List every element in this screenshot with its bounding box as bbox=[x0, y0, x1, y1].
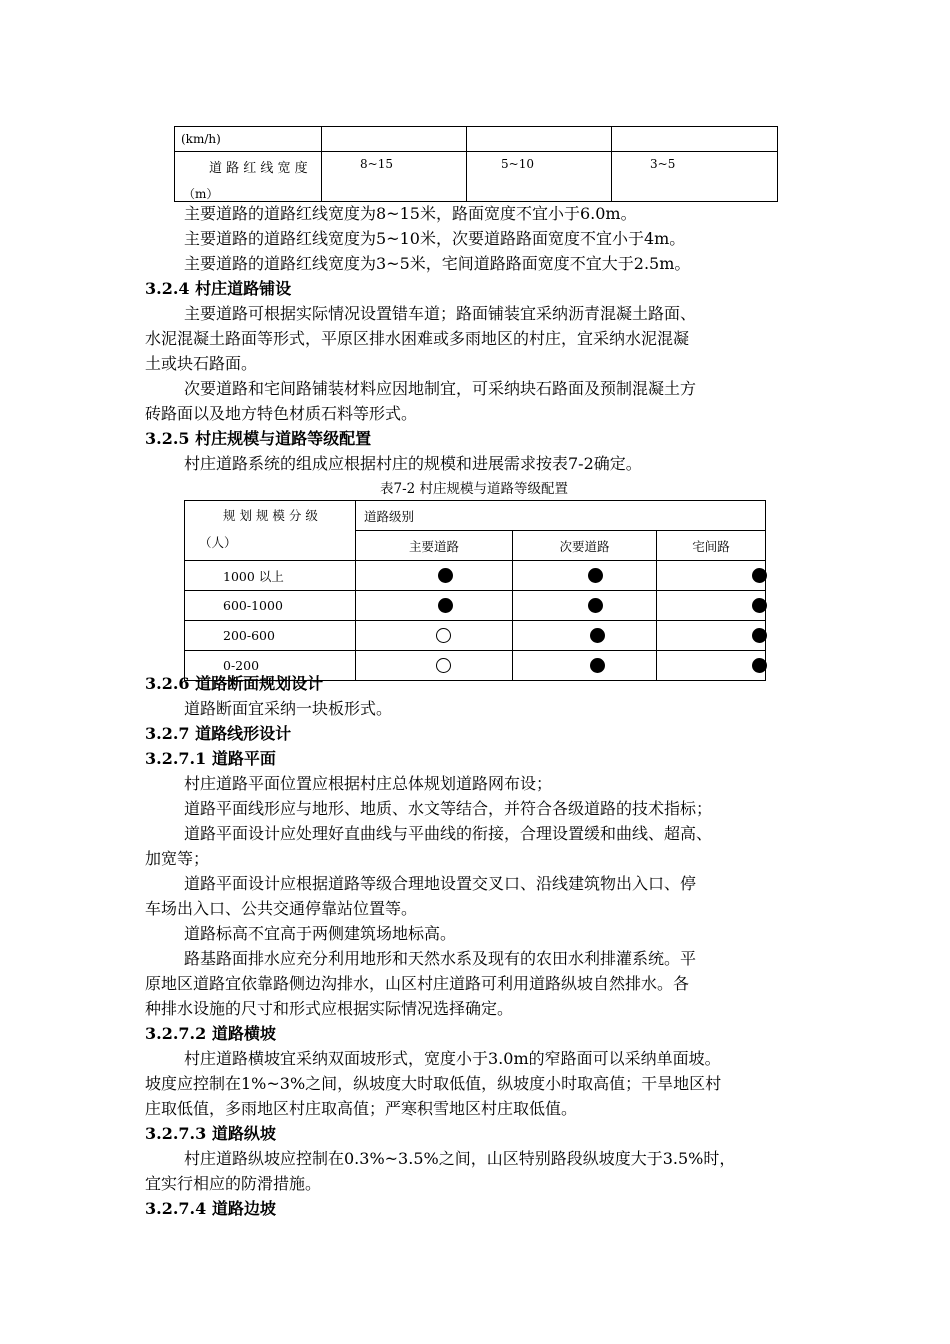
section-heading-3-2-7-4: 3.2.7.4 道路边坡 bbox=[145, 1199, 276, 1218]
table-cell bbox=[356, 621, 513, 651]
column-header-house-road: 宅间路 bbox=[692, 538, 730, 554]
scale-grade-table bbox=[184, 500, 766, 681]
table-header-cell bbox=[513, 531, 657, 561]
table-cell bbox=[657, 621, 766, 651]
width-value-main: 8~15 bbox=[360, 157, 393, 171]
table-header-cell bbox=[356, 531, 513, 561]
paragraph-line: 主要道路可根据实际情况设置错车道；路面铺装宜采纳沥青混凝土路面、 bbox=[184, 304, 697, 323]
paragraph-line: 砖路面以及地方特色材质石料等形式。 bbox=[145, 404, 418, 423]
hollow-circle-icon bbox=[436, 658, 451, 673]
filled-dot-icon bbox=[752, 598, 767, 613]
section-heading-3-2-5: 3.2.5 村庄规模与道路等级配置 bbox=[145, 429, 372, 448]
red-line-width-label: 道 路 红 线 宽 度 bbox=[209, 161, 308, 176]
paragraph-line: 原地区道路宜依靠路侧边沟排水，山区村庄道路可利用道路纵坡自然排水。各 bbox=[145, 974, 690, 993]
paragraph-line: 村庄道路纵坡应控制在0.3%~3.5%之间，山区特别路段纵坡度大于3.5%时， bbox=[184, 1149, 736, 1168]
paragraph-line: 道路标高不宜高于两侧建筑场地标高。 bbox=[184, 924, 457, 943]
table-cell bbox=[513, 591, 657, 621]
filled-dot-icon bbox=[438, 568, 453, 583]
table-cell bbox=[175, 127, 322, 152]
table-cell bbox=[356, 591, 513, 621]
paragraph-line: 次要道路和宅间路铺装材料应因地制宜，可采纳块石路面及预制混凝土方 bbox=[184, 379, 697, 398]
grade-header-label: 道路级别 bbox=[364, 508, 415, 524]
paragraph-line: 道路平面设计应根据道路等级合理地设置交叉口、沿线建筑物出入口、停 bbox=[184, 874, 697, 893]
scale-label: 1000 以上 bbox=[223, 568, 284, 584]
table-cell bbox=[467, 127, 612, 152]
section-heading-3-2-7-3: 3.2.7.3 道路纵坡 bbox=[145, 1124, 276, 1143]
filled-dot-icon bbox=[590, 658, 605, 673]
paragraph-line: 道路平面线形应与地形、地质、水文等结合，并符合各级道路的技术指标； bbox=[184, 799, 713, 818]
table-row bbox=[185, 621, 766, 651]
table-cell bbox=[657, 561, 766, 591]
scale-label: 600-1000 bbox=[223, 598, 283, 613]
paragraph-line: 主要道路的道路红线宽度为5~10米，次要道路路面宽度不宜小于4m。 bbox=[184, 229, 686, 248]
paragraph-line: 村庄道路系统的组成应根据村庄的规模和进展需求按表7-2确定。 bbox=[184, 454, 642, 473]
filled-dot-icon bbox=[438, 598, 453, 613]
table-cell bbox=[175, 152, 322, 202]
paragraph-line: 村庄道路平面位置应根据村庄总体规划道路网布设； bbox=[184, 774, 553, 793]
hollow-circle-icon bbox=[436, 628, 451, 643]
paragraph-line: 水泥混凝土路面等形式，平原区排水困难或多雨地区的村庄，宜采纳水泥混凝 bbox=[145, 329, 690, 348]
scale-header-label: 规 划 规 模 分 级 bbox=[223, 508, 318, 523]
paragraph-line: 道路断面宜采纳一块板形式。 bbox=[184, 699, 393, 718]
paragraph-line: 路基路面排水应充分利用地形和天然水系及现有的农田水利排灌系统。平 bbox=[184, 949, 697, 968]
table-cell bbox=[513, 651, 657, 681]
section-heading-3-2-6: 3.2.6 道路断面规划设计 bbox=[145, 674, 324, 693]
filled-dot-icon bbox=[590, 628, 605, 643]
scale-label: 200-600 bbox=[223, 628, 275, 643]
speed-width-table bbox=[174, 126, 778, 202]
column-header-secondary-road: 次要道路 bbox=[559, 538, 610, 554]
filled-dot-icon bbox=[588, 598, 603, 613]
table-row bbox=[185, 591, 766, 621]
table-cell bbox=[657, 591, 766, 621]
paragraph-line: 主要道路的道路红线宽度为3~5米，宅间道路路面宽度不宜大于2.5m。 bbox=[184, 254, 691, 273]
paragraph-line: 土或块石路面。 bbox=[145, 354, 258, 373]
width-value-house: 3~5 bbox=[650, 157, 676, 171]
section-heading-3-2-7-1: 3.2.7.1 道路平面 bbox=[145, 749, 276, 768]
width-value-secondary: 5~10 bbox=[501, 157, 534, 171]
paragraph-line: 车场出入口、公共交通停靠站位置等。 bbox=[145, 899, 418, 918]
paragraph-line: 宜实行相应的防滑措施。 bbox=[145, 1174, 322, 1193]
section-heading-3-2-7-2: 3.2.7.2 道路横坡 bbox=[145, 1024, 276, 1043]
filled-dot-icon bbox=[752, 568, 767, 583]
table-cell bbox=[185, 591, 356, 621]
paragraph-line: 主要道路的道路红线宽度为8~15米，路面宽度不宜小于6.0m。 bbox=[184, 204, 637, 223]
filled-dot-icon bbox=[588, 568, 603, 583]
table-header-cell bbox=[185, 501, 356, 561]
scale-header-unit: （人） bbox=[199, 535, 237, 550]
paragraph-line: 种排水设施的尺寸和形式应根据实际情况选择确定。 bbox=[145, 999, 514, 1018]
paragraph-line: 坡度应控制在1%~3%之间，纵坡度大时取低值，纵坡度小时取高值；干旱地区村 bbox=[145, 1074, 722, 1093]
filled-dot-icon bbox=[752, 658, 767, 673]
paragraph-line: 道路平面设计应处理好直曲线与平曲线的衔接，合理设置缓和曲线、超高、 bbox=[184, 824, 713, 843]
table-header-cell bbox=[657, 531, 766, 561]
paragraph-line: 加宽等； bbox=[145, 849, 210, 868]
column-header-main-road: 主要道路 bbox=[408, 538, 459, 554]
table-cell bbox=[356, 651, 513, 681]
section-heading-3-2-7: 3.2.7 道路线形设计 bbox=[145, 724, 292, 743]
table-cell bbox=[513, 561, 657, 591]
table-cell bbox=[513, 621, 657, 651]
table-cell bbox=[612, 127, 778, 152]
paragraph-line: 村庄道路横坡宜采纳双面坡形式，宽度小于3.0m的窄路面可以采纳单面坡。 bbox=[184, 1049, 721, 1068]
table-cell bbox=[322, 127, 467, 152]
table-cell bbox=[657, 651, 766, 681]
section-heading-3-2-4: 3.2.4 村庄道路铺设 bbox=[145, 279, 292, 298]
table-row bbox=[185, 561, 766, 591]
paragraph-line: 庄取低值，多雨地区村庄取高值；严寒积雪地区村庄取低值。 bbox=[145, 1099, 578, 1118]
filled-dot-icon bbox=[752, 628, 767, 643]
table-cell bbox=[185, 561, 356, 591]
table-cell bbox=[356, 561, 513, 591]
table-header-cell bbox=[356, 501, 766, 531]
scale-label: 0-200 bbox=[223, 658, 260, 673]
table-caption: 表7-2 村庄规模与道路等级配置 bbox=[380, 481, 569, 497]
table-cell bbox=[185, 621, 356, 651]
speed-unit-label: (km/h) bbox=[181, 132, 221, 146]
red-line-width-unit: （m） bbox=[183, 187, 219, 201]
